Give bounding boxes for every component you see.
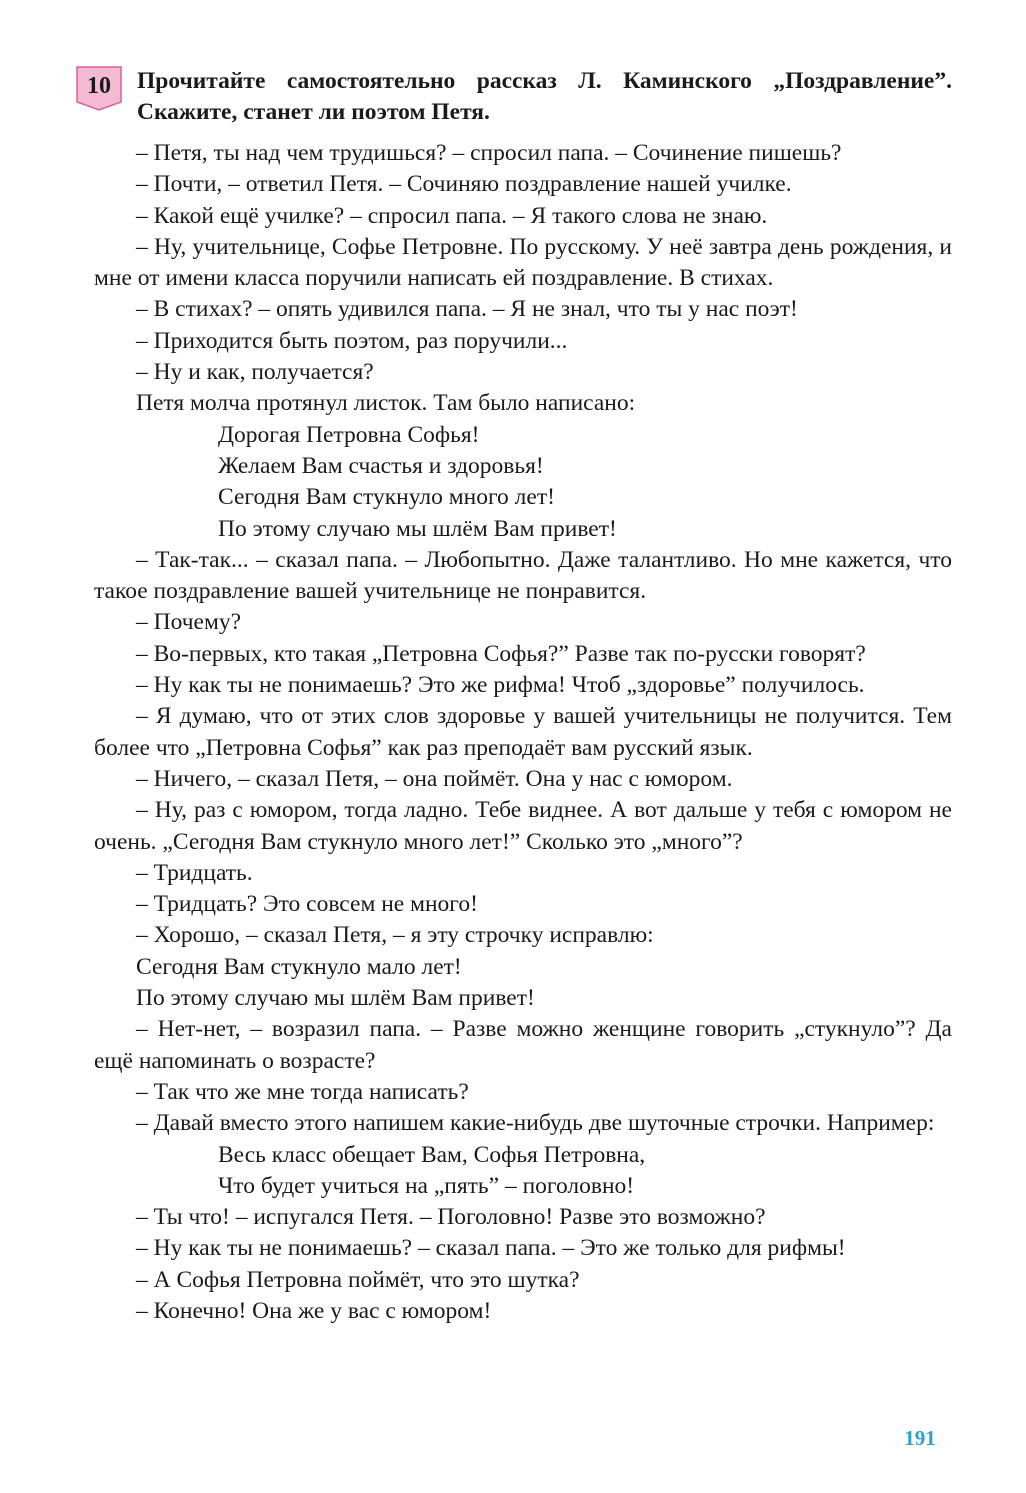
task-instruction <box>137 66 952 128</box>
story-paragraph: – Давай вместо этого напишем какие-нибудь две шуточные строчки. Например: <box>136 1110 935 1137</box>
story-paragraph: – Почти, – ответил Петя. – Сочиняю поздравление нашей училке. <box>136 171 792 198</box>
story-text <box>94 138 952 1327</box>
task-number-badge <box>74 64 124 112</box>
task-instruction-line-1: Прочитайте самостоятельно рассказ Л. Каминского „Поздравление”. <box>137 68 952 94</box>
story-paragraph: – Приходится быть поэтом, раз поручили... <box>136 327 568 354</box>
story-paragraph: – Ну, учительнице, Софье Петровне. По русскому. У неё завтра день рождения, и мне от имени класса поручили написать ей поздравление. В стихах. <box>94 233 952 292</box>
story-paragraph: – Тридцать? Это совсем не много! <box>136 891 478 918</box>
story-paragraph: – Петя, ты над чем трудишься? – спросил папа. – Сочинение пишешь? <box>136 140 842 166</box>
story-paragraph: – Тридцать. <box>136 859 253 886</box>
verse-line: По этому случаю мы шлём Вам привет! <box>218 515 617 542</box>
story-paragraph: – Ну как ты не понимаешь? – сказал папа. – Это же только для рифмы! <box>136 1235 846 1262</box>
story-paragraph: Петя молча протянул листок. Там было написано: <box>136 390 636 417</box>
story-paragraph: – Почему? <box>136 609 242 636</box>
story-paragraph: – Так что же мне тогда написать? <box>136 1078 469 1105</box>
story-paragraph: – Во-первых, кто такая „Петровна Софья?” Разве так по-русски говорят? <box>136 640 866 667</box>
verse-line: Дорогая Петровна Софья! <box>218 421 480 448</box>
story-paragraph: Сегодня Вам стукнуло мало лет! <box>136 953 462 980</box>
task-number: 10 <box>87 73 111 99</box>
verse-line: Что будет учиться на „пять” – поголовно! <box>218 1172 635 1199</box>
story-paragraph: – Хорошо, – сказал Петя, – я эту строчку исправлю: <box>136 922 654 949</box>
story-paragraph: – В стихах? – опять удивился папа. – Я не знал, что ты у нас поэт! <box>136 296 798 323</box>
page-number: 191 <box>904 1426 936 1450</box>
story-paragraph: – Ну как ты не понимаешь? Это же рифма! Чтоб „здоровье” получилось. <box>136 672 865 699</box>
story-paragraph: – Ты что! – испугался Петя. – Поголовно! Разве это возможно? <box>136 1204 766 1231</box>
story-paragraph: – А Софья Петровна поймёт, что это шутка? <box>136 1266 580 1293</box>
verse-line: Весь класс обещает Вам, Софья Петровна, <box>218 1141 646 1168</box>
verse-line: Желаем Вам счастья и здоровья! <box>218 452 544 479</box>
story-paragraph: – Нет-нет, – возразил папа. – Разве можно женщине говорить „стукнуло”? Да ещё напоминать о возрасте? <box>94 1016 952 1074</box>
story-paragraph: По этому случаю мы шлём Вам привет! <box>136 985 535 1012</box>
story-paragraph: – Ну, раз с юмором, тогда ладно. Тебе виднее. А вот дальше у тебя с юмором не очень. „Сегодня Вам стукнуло много лет!” Сколько это „много”? <box>94 797 952 855</box>
story-paragraph: – Я думаю, что от этих слов здоровье у вашей учительницы не получится. Тем более что „Петровна Софья” как раз преподаёт вам русский язык. <box>94 703 952 761</box>
story-paragraph: – Так-так... – сказал папа. – Любопытно. Даже талантливо. Но мне кажется, что такое поздравление вашей учительнице не понравится. <box>94 546 952 605</box>
story-paragraph: – Ну и как, получается? <box>136 359 374 386</box>
task-instruction-line-2: Скажите, станет ли поэтом Петя. <box>137 99 490 125</box>
story-paragraph: – Ничего, – сказал Петя, – она поймёт. Она у нас с юмором. <box>136 765 733 792</box>
story-paragraph: – Какой ещё училке? – спросил папа. – Я такого слова не знаю. <box>136 202 768 229</box>
story-paragraph: – Конечно! Она же у вас с юмором! <box>136 1297 492 1324</box>
verse-line: Сегодня Вам стукнуло много лет! <box>218 484 555 511</box>
